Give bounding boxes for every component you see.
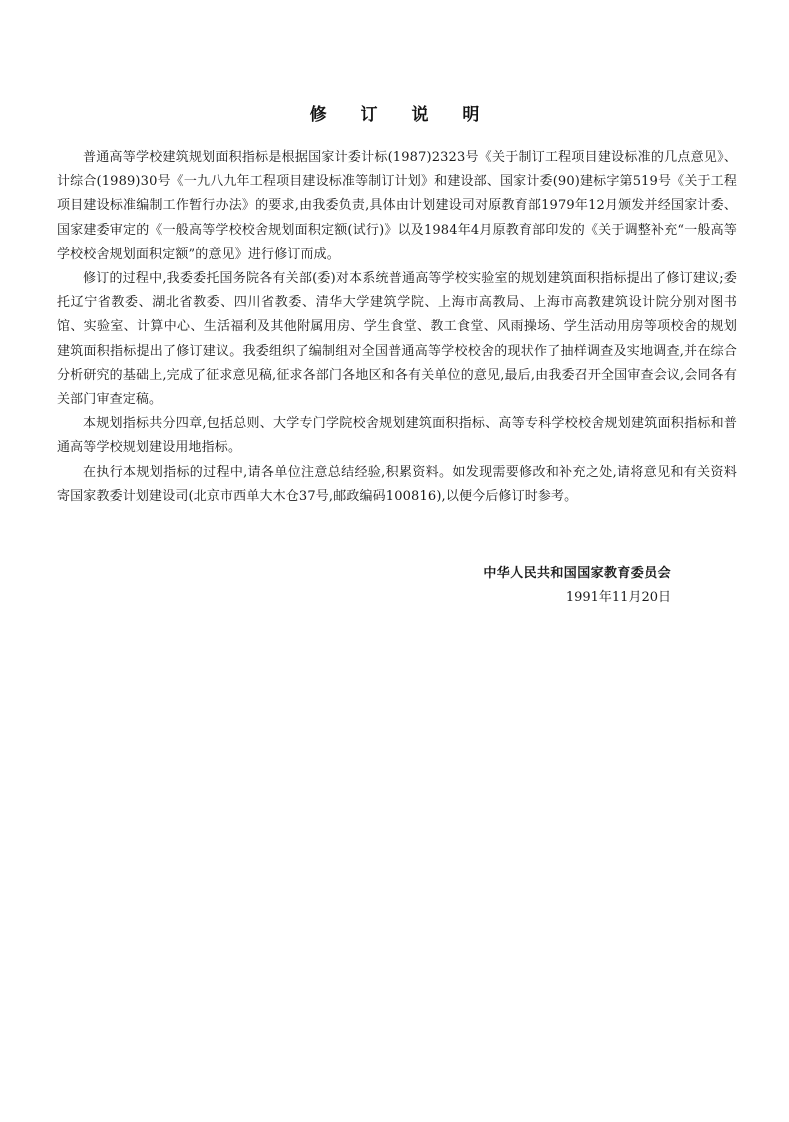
- page-title: 修 订 说 明: [309, 105, 494, 125]
- signature-block: [483, 563, 671, 609]
- signature-date: 1991年11月20日: [565, 590, 671, 605]
- document-body: [57, 146, 737, 509]
- paragraph-2: 修订的过程中,我委委托国务院各有关部(委)对本系统普通高等学校实验室的规划建筑面积指标提出了修订建议;委托辽宁省教委、湖北省教委、四川省教委、清华大学建筑学院、上海市高教局、上海市高教建筑设计院分别对图书馆、实验室、计算中心、生活福利及其他附属用房、学生食堂、教工食堂、风雨操场、学生活动用房等项校舍的规划建筑面积指标提出了修订建议。我委组织了编制组对全国普通高等学校校舍的现状作了抽样调查及实地调查,并在综合分析研究的基础上,完成了征求意见稿,征求各部门各地区和各有关单位的意见,最后,由我委召开全国审查会议,会同各有关部门审查定稿。: [57, 271, 737, 408]
- paragraph-4: 在执行本规划指标的过程中,请各单位注意总结经验,积累资料。如发现需要修改和补充之处,请将意见和有关资料寄国家教委计划建设司(北京市西单大木仓37号,邮政编码100816),以便今后修订时参考。: [57, 464, 737, 504]
- paragraph-1: 普通高等学校建筑规划面积指标是根据国家计委计标(1987)2323号《关于制订工程项目建设标准的几点意见》、计综合(1989)30号《一九八九年工程项目建设标准等制订计划》和建设部、国家计委(90)建标字第519号《关于工程项目建设标准编制工作暂行办法》的要求,由我委负责,具体由计划建设司对原教育部1979年12月颁发并经国家计委、国家建委审定的《一般高等学校校舍规划面积定额(试行)》以及1984年4月原教育部印发的《关于调整补充“一般高等学校校舍规划面积定额”的意见》进行修订而成。: [57, 150, 737, 262]
- paragraph-3: 本规划指标共分四章,包括总则、大学专门学院校舍规划建筑面积指标、高等专科学校校舍规划建筑面积指标和普通高等学校规划建设用地指标。: [57, 416, 737, 456]
- signature-organization: 中华人民共和国国家教育委员会: [483, 566, 671, 581]
